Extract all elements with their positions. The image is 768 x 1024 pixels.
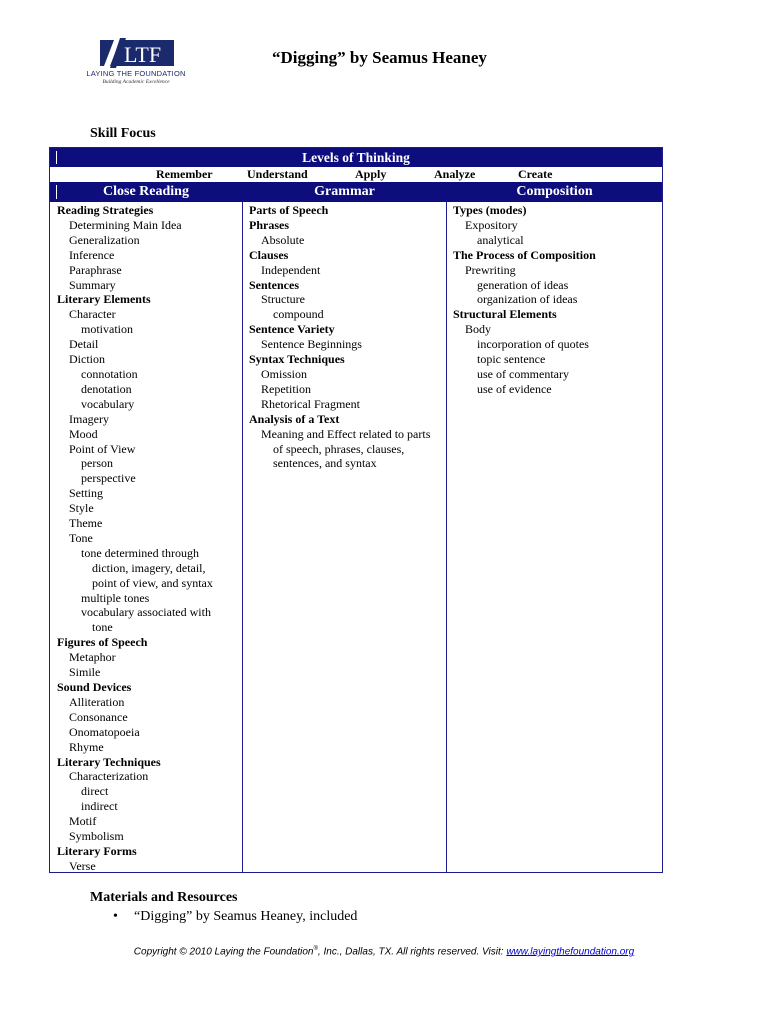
list-item: Setting — [69, 486, 104, 501]
list-item: topic sentence — [477, 352, 546, 367]
list-item: Paraphrase — [69, 262, 122, 277]
list-item: use of commentary — [477, 366, 569, 381]
level-understand: Understand — [247, 167, 308, 181]
list-item: Structure — [261, 292, 305, 307]
column-composition: Composition — [516, 184, 593, 199]
materials-item-text: “Digging” by Seamus Heaney, included — [134, 909, 358, 924]
skill-focus-heading: Skill Focus — [90, 126, 156, 141]
list-item: generation of ideas — [477, 277, 569, 292]
composition-list — [453, 203, 596, 397]
list-item: Summary — [69, 277, 116, 292]
list-item: diction, imagery, detail, — [92, 560, 206, 575]
list-item: sentences, and syntax — [273, 456, 377, 471]
section-heading: Reading Strategies — [57, 203, 154, 217]
section-heading: Literary Forms — [57, 843, 137, 858]
grammar-list — [249, 203, 430, 471]
list-item: Characterization — [69, 769, 149, 784]
list-item: denotation — [81, 381, 132, 396]
registered-mark: ® — [313, 946, 318, 952]
logo-brand: LAYING THE FOUNDATION — [86, 69, 186, 78]
list-item: of speech, phrases, clauses, — [273, 441, 405, 456]
ltf-logo-mark-icon — [100, 38, 174, 68]
list-item: Simile — [69, 665, 101, 680]
copyright-footer — [0, 946, 768, 957]
section-heading: Phrases — [249, 217, 289, 232]
levels-row — [50, 167, 662, 182]
list-item: Sentence Beginnings — [261, 337, 362, 352]
section-heading: Figures of Speech — [57, 635, 148, 650]
list-item: Body — [465, 322, 492, 337]
foundation-website-link[interactable]: www.layingthefoundation.org — [506, 946, 635, 958]
list-item: direct — [81, 784, 109, 799]
column-divider — [242, 202, 243, 872]
list-item: analytical — [477, 232, 524, 247]
list-item: Rhyme — [69, 739, 104, 754]
list-item: Metaphor — [69, 650, 116, 665]
copyright-text: Copyright © 2010 Laying the Foundation — [133, 946, 314, 958]
list-item: Verse — [69, 858, 96, 873]
section-heading: Literary Techniques — [57, 754, 161, 769]
list-item: organization of ideas — [477, 292, 578, 307]
materials-list-item — [113, 909, 357, 925]
list-item: Diction — [69, 352, 105, 367]
section-heading: Sentences — [249, 277, 299, 292]
section-heading: The Process of Composition — [453, 247, 596, 262]
list-item: Determining Main Idea — [69, 217, 182, 232]
list-item: vocabulary associated with — [81, 605, 211, 620]
list-item: Generalization — [69, 232, 140, 247]
level-remember: Remember — [156, 167, 213, 181]
list-item: Alliteration — [69, 694, 125, 709]
list-item: Onomatopoeia — [69, 724, 140, 739]
column-headers — [50, 182, 662, 202]
list-item: Consonance — [69, 709, 128, 724]
list-item: Style — [69, 501, 94, 516]
column-divider — [446, 202, 447, 872]
list-item: point of view, and syntax — [92, 575, 213, 590]
list-item: Motif — [69, 814, 97, 829]
list-item: Absolute — [261, 232, 305, 247]
section-heading: Parts of Speech — [249, 203, 329, 217]
bullet-icon: • — [113, 909, 118, 924]
logo-tagline: Building Academic Excellence — [102, 79, 170, 85]
level-apply: Apply — [355, 167, 387, 181]
list-item: Theme — [69, 516, 103, 531]
list-item: use of evidence — [477, 381, 552, 396]
list-item: compound — [273, 307, 324, 322]
list-item: perspective — [81, 471, 136, 486]
list-item: multiple tones — [81, 590, 150, 605]
list-item: Tone — [69, 530, 93, 545]
list-item: indirect — [81, 799, 118, 814]
section-heading: Analysis of a Text — [249, 411, 340, 426]
list-item: Independent — [261, 262, 321, 277]
materials-heading: Materials and Resources — [90, 890, 238, 905]
section-heading: Syntax Techniques — [249, 352, 345, 367]
column-grammar: Grammar — [314, 184, 375, 199]
section-heading: Sound Devices — [57, 680, 132, 694]
section-heading: Clauses — [249, 247, 289, 262]
list-item: Expository — [465, 217, 518, 232]
list-item: motivation — [81, 322, 133, 337]
list-item: Prewriting — [465, 262, 516, 277]
list-item: Symbolism — [69, 829, 124, 844]
list-item: Imagery — [69, 411, 109, 426]
list-item: Detail — [69, 337, 99, 352]
section-heading: Types (modes) — [453, 203, 527, 217]
close-reading-list — [57, 203, 213, 874]
list-item: tone — [92, 620, 113, 635]
list-item: Omission — [261, 366, 308, 381]
list-item: Inference — [69, 247, 115, 262]
list-item: incorporation of quotes — [477, 337, 589, 352]
list-item: Point of View — [69, 441, 136, 456]
list-item: vocabulary — [81, 396, 135, 411]
levels-of-thinking-header: Levels of Thinking — [50, 148, 662, 167]
list-item: person — [81, 456, 113, 471]
section-heading: Structural Elements — [453, 307, 557, 322]
level-analyze: Analyze — [434, 167, 476, 181]
list-item: Meaning and Effect related to parts — [261, 426, 431, 441]
list-item: tone determined through — [81, 545, 199, 560]
list-item: Repetition — [261, 381, 311, 396]
logo-mark-text: LTF — [124, 42, 162, 67]
list-item: Character — [69, 307, 116, 322]
document-title: “Digging” by Seamus Heaney — [272, 48, 487, 67]
copyright-text-rest: , Inc., Dallas, TX. All rights reserved. Visit: — [317, 946, 507, 958]
level-create: Create — [518, 167, 553, 181]
section-heading: Literary Elements — [57, 292, 151, 307]
list-item: Mood — [69, 426, 98, 441]
list-item: connotation — [81, 366, 138, 381]
skills-table — [49, 147, 663, 873]
ltf-logo — [80, 38, 192, 94]
column-close-reading: Close Reading — [103, 184, 189, 199]
section-heading: Sentence Variety — [249, 322, 335, 337]
list-item: Rhetorical Fragment — [261, 396, 360, 411]
